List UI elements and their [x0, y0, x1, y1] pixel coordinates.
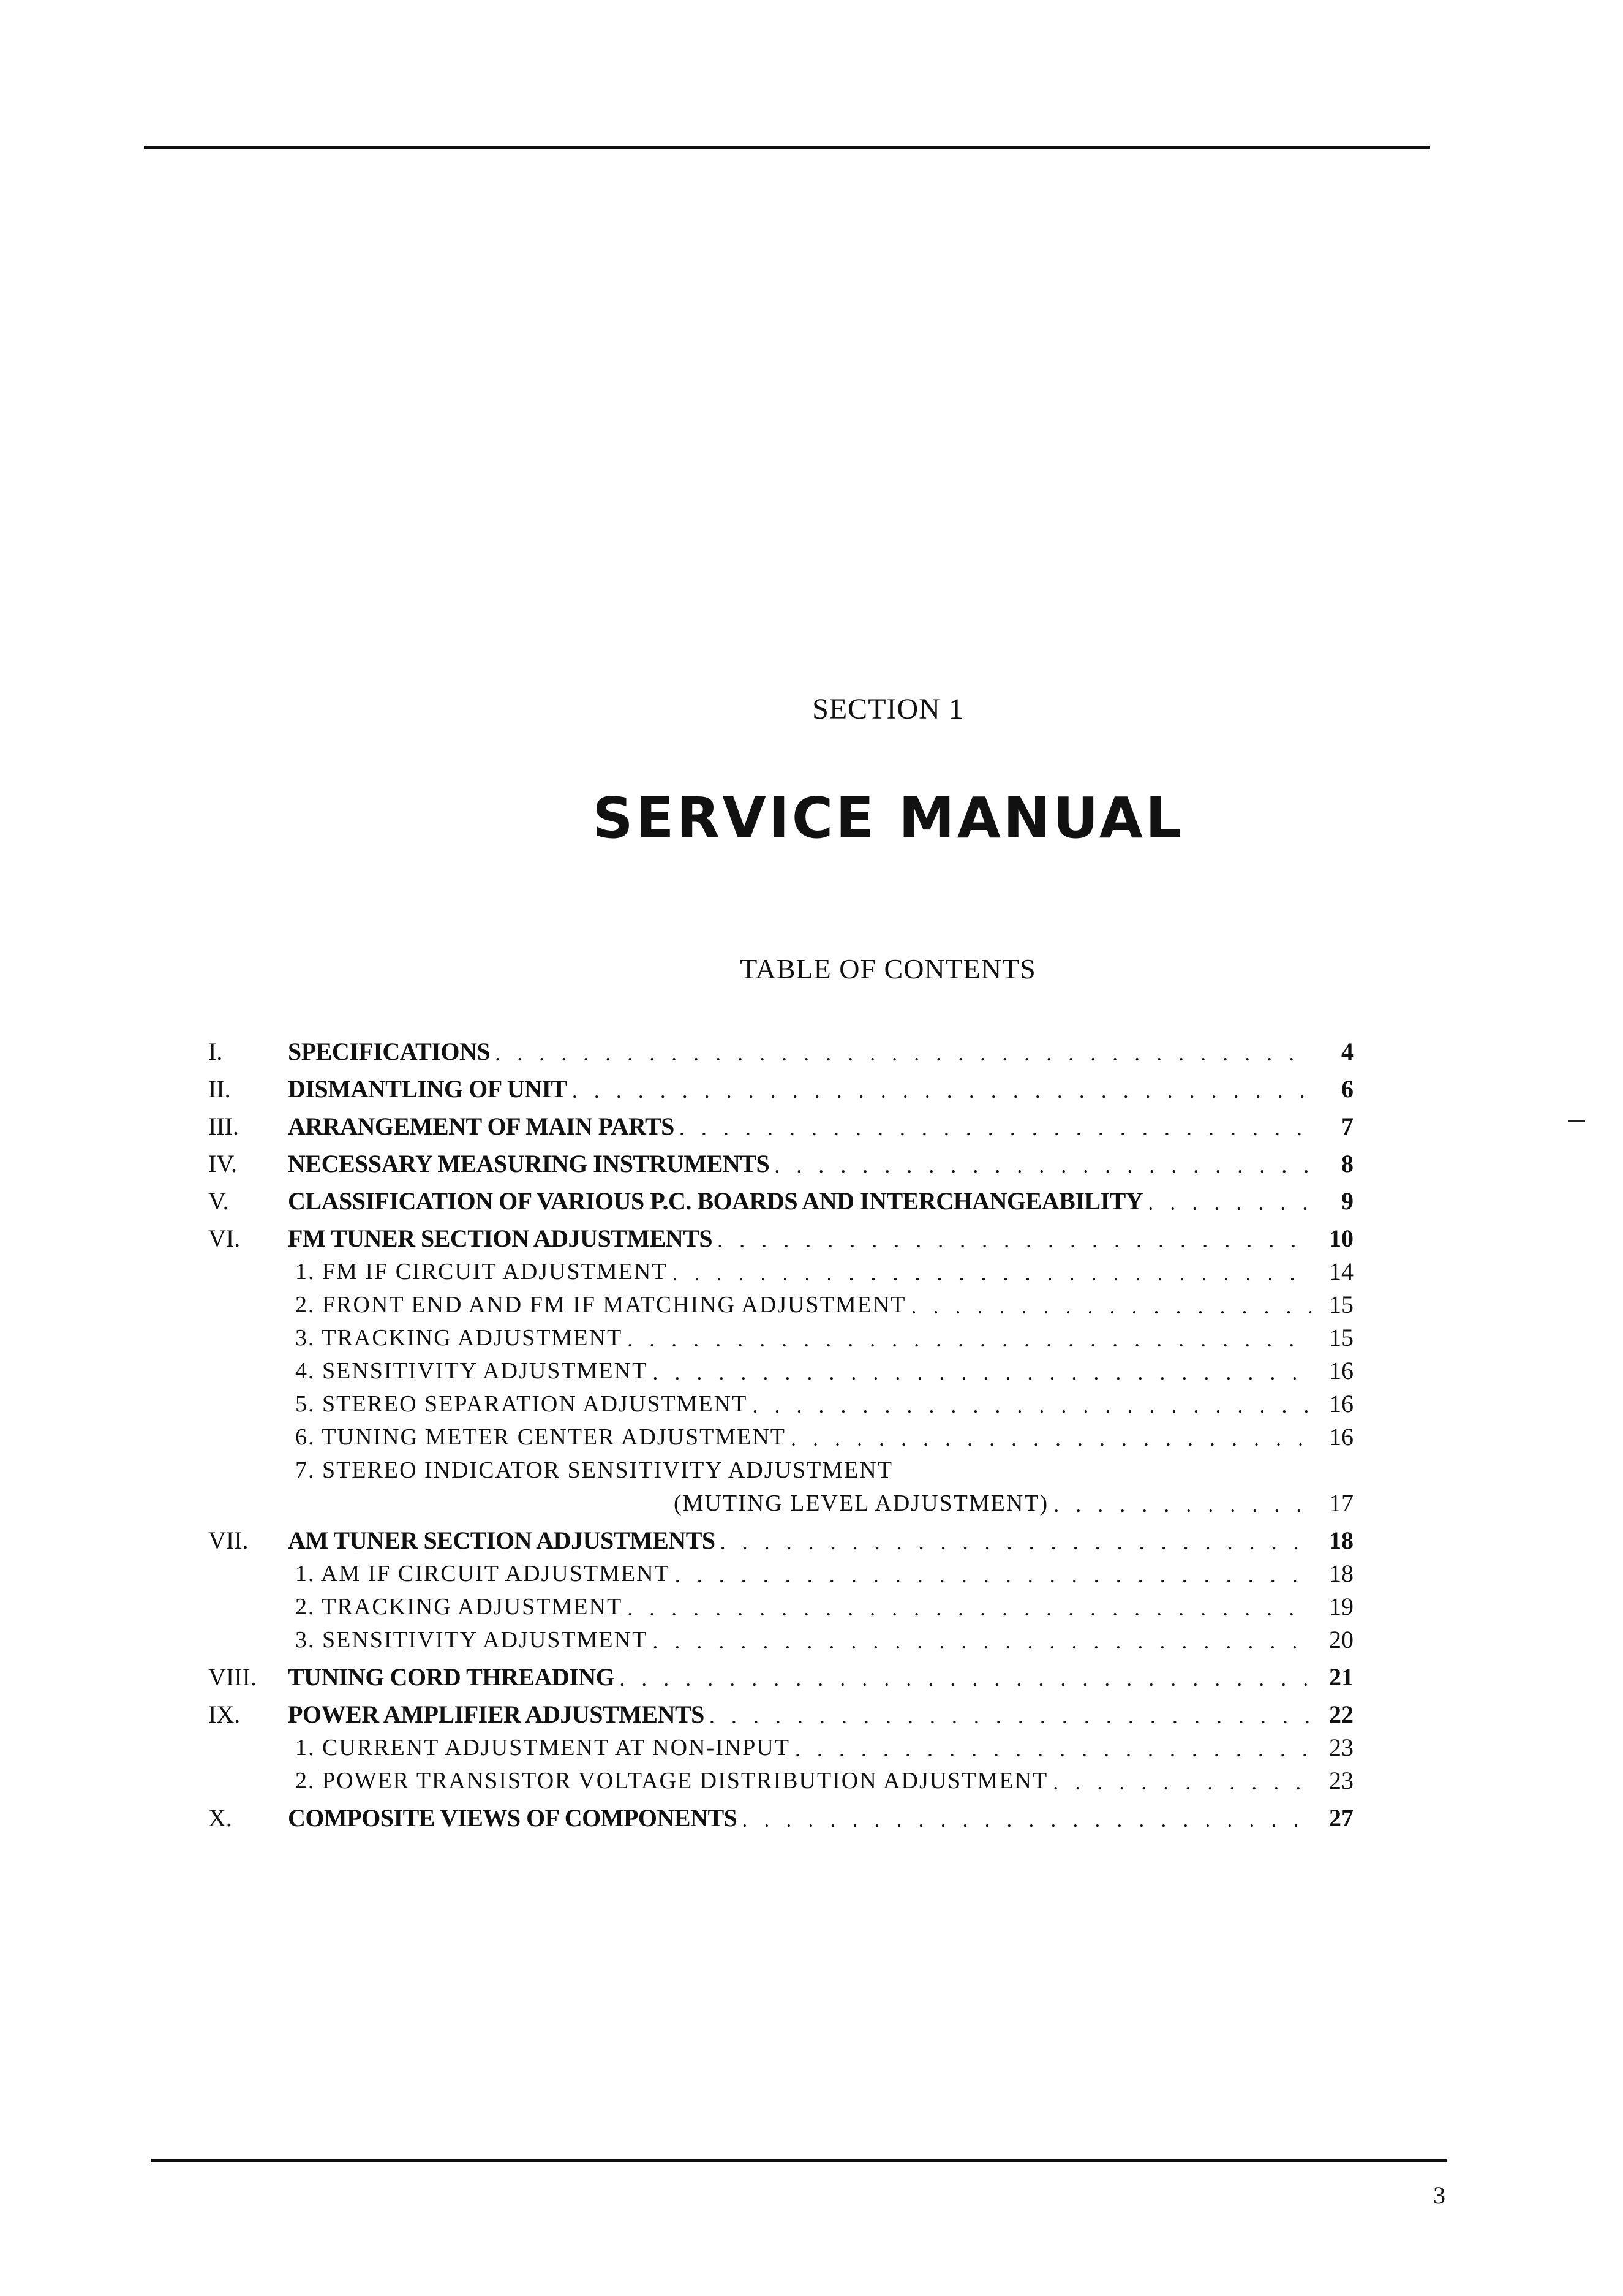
toc-entry-title: SPECIFICATIONS — [288, 1038, 491, 1065]
toc-entry-title: DISMANTLING OF UNIT — [288, 1075, 567, 1103]
toc-entry-title: NECESSARY MEASURING INSTRUMENTS — [288, 1150, 770, 1177]
toc-subentry — [208, 1286, 1354, 1320]
dot-leader — [675, 1562, 1311, 1588]
dot-leader — [619, 1665, 1311, 1692]
toc-entry-title: 1. AM IF CIRCUIT ADJUSTMENT — [295, 1561, 670, 1587]
dot-leader — [495, 1040, 1311, 1067]
toc-entry-page: 9 — [1341, 1187, 1354, 1215]
toc-subentry — [208, 1253, 1354, 1286]
toc-entry-title: 5. STEREO SEPARATION ADJUSTMENT — [295, 1391, 748, 1417]
toc-entry-page: 4 — [1341, 1038, 1354, 1065]
toc-entry-page: 19 — [1329, 1593, 1354, 1620]
toc-entry-number: III. — [208, 1112, 239, 1140]
toc-subentry — [208, 1353, 1354, 1386]
toc-entry-title: CLASSIFICATION OF VARIOUS P.C. BOARDS AND INTERCHANGEABILITY — [288, 1187, 1143, 1215]
dot-leader — [672, 1259, 1311, 1286]
dot-leader — [911, 1293, 1311, 1320]
toc-entry-page: 7 — [1341, 1112, 1354, 1140]
toc-subentry — [208, 1729, 1354, 1762]
toc-entry-title: AM TUNER SECTION ADJUSTMENTS — [288, 1527, 715, 1554]
toc-entry-page: 18 — [1329, 1527, 1354, 1554]
toc-entry-page: 6 — [1341, 1075, 1354, 1103]
document-title: SERVICE MANUAL — [592, 785, 1184, 851]
toc-entry-title: FM TUNER SECTION ADJUSTMENTS — [288, 1225, 713, 1252]
toc-entry-page: 15 — [1329, 1291, 1354, 1318]
toc-entry-page: 16 — [1329, 1390, 1354, 1418]
toc-entry-title: ARRANGEMENT OF MAIN PARTS — [288, 1112, 674, 1140]
toc-entry-number: V. — [208, 1187, 229, 1215]
toc-entry-fm-tuner — [208, 1216, 1354, 1253]
toc-entry-page: 27 — [1329, 1804, 1354, 1832]
toc-entry-page: 20 — [1329, 1626, 1354, 1653]
toc-subentry — [208, 1555, 1354, 1588]
toc-subentry-continuation — [208, 1485, 1354, 1518]
dot-leader — [717, 1226, 1311, 1253]
toc-entry-page: 21 — [1329, 1663, 1354, 1691]
toc-entry-power-amplifier — [208, 1692, 1354, 1729]
dot-leader — [1053, 1769, 1311, 1796]
toc-entry-title: 2. FRONT END AND FM IF MATCHING ADJUSTMENT — [295, 1292, 906, 1318]
toc-entry-page: 14 — [1329, 1258, 1354, 1285]
dot-leader — [791, 1425, 1311, 1452]
dot-leader — [774, 1152, 1311, 1179]
toc-entry-title: 3. SENSITIVITY ADJUSTMENT — [295, 1627, 648, 1653]
toc-entry-number: IV. — [208, 1150, 238, 1177]
toc-entry-dismantling — [208, 1067, 1354, 1104]
toc-entry-number: VII. — [208, 1527, 249, 1554]
toc-entry-title: 4. SENSITIVITY ADJUSTMENT — [295, 1358, 648, 1384]
bottom-rule — [151, 2159, 1447, 2162]
toc-entry-title: 1. FM IF CIRCUIT ADJUSTMENT — [295, 1259, 668, 1285]
toc-entry-page: 16 — [1329, 1357, 1354, 1384]
toc-entry-number: VIII. — [208, 1663, 257, 1691]
toc-entry-number: II. — [208, 1075, 231, 1103]
toc-entry-page: 17 — [1329, 1489, 1354, 1517]
toc-entry-specifications — [208, 1029, 1354, 1067]
dot-leader — [720, 1528, 1311, 1555]
toc-entry-am-tuner — [208, 1518, 1354, 1555]
dot-leader — [1053, 1491, 1311, 1518]
dot-leader — [709, 1702, 1311, 1729]
toc-entry-page: 10 — [1329, 1225, 1354, 1252]
dot-leader — [752, 1392, 1311, 1419]
toc-heading: TABLE OF CONTENTS — [740, 953, 1036, 984]
toc-entry-title: TUNING CORD THREADING — [288, 1663, 615, 1691]
toc-entry-page: 16 — [1329, 1423, 1354, 1451]
table-of-contents — [208, 1029, 1354, 1833]
toc-entry-number: VI. — [208, 1225, 241, 1252]
toc-entry-composite-views — [208, 1796, 1354, 1833]
toc-entry-tuning-cord — [208, 1655, 1354, 1692]
toc-entry-number: I. — [208, 1038, 223, 1065]
toc-entry-page: 23 — [1329, 1767, 1354, 1794]
dot-leader — [679, 1114, 1311, 1141]
toc-entry-title: 6. TUNING METER CENTER ADJUSTMENT — [295, 1424, 786, 1450]
toc-entry-page: 8 — [1341, 1150, 1354, 1177]
toc-entry-title: (MUTING LEVEL ADJUSTMENT) — [674, 1490, 1049, 1516]
toc-subentry — [208, 1386, 1354, 1419]
toc-entry-title: 2. POWER TRANSISTOR VOLTAGE DISTRIBUTION ADJUSTMENT — [295, 1768, 1049, 1794]
dot-leader — [627, 1326, 1311, 1353]
top-rule — [144, 146, 1430, 149]
toc-entry-number: X. — [208, 1804, 232, 1832]
toc-entry-instruments — [208, 1141, 1354, 1179]
toc-subentry — [208, 1622, 1354, 1655]
dot-leader — [795, 1735, 1311, 1762]
toc-subentry — [208, 1320, 1354, 1353]
page-number: 3 — [1433, 2181, 1445, 2209]
toc-entry-title: COMPOSITE VIEWS OF COMPONENTS — [288, 1804, 737, 1832]
section-label: SECTION 1 — [812, 693, 964, 725]
toc-entry-page: 15 — [1329, 1324, 1354, 1351]
toc-entry-page: 22 — [1329, 1701, 1354, 1728]
toc-entry-title: 1. CURRENT ADJUSTMENT AT NON-INPUT — [295, 1735, 791, 1761]
dot-leader — [1148, 1189, 1311, 1216]
margin-mark — [1568, 1120, 1585, 1122]
toc-entry-number: IX. — [208, 1701, 241, 1728]
toc-entry-title: 3. TRACKING ADJUSTMENT — [295, 1325, 623, 1351]
toc-subentry — [208, 1452, 1354, 1485]
toc-entry-title: 7. STEREO INDICATOR SENSITIVITY ADJUSTMENT — [295, 1457, 893, 1483]
toc-subentry — [208, 1588, 1354, 1622]
toc-entry-classification — [208, 1179, 1354, 1216]
dot-leader — [652, 1359, 1311, 1386]
toc-subentry — [208, 1762, 1354, 1796]
toc-entry-page: 18 — [1329, 1560, 1354, 1587]
toc-entry-page: 23 — [1329, 1734, 1354, 1761]
toc-entry-title: 2. TRACKING ADJUSTMENT — [295, 1594, 623, 1620]
dot-leader — [627, 1595, 1311, 1622]
dot-leader — [572, 1077, 1311, 1104]
toc-entry-title: POWER AMPLIFIER ADJUSTMENTS — [288, 1701, 704, 1728]
toc-subentry — [208, 1419, 1354, 1452]
dot-leader — [652, 1628, 1311, 1655]
toc-entry-arrangement — [208, 1104, 1354, 1141]
dot-leader — [742, 1806, 1311, 1833]
